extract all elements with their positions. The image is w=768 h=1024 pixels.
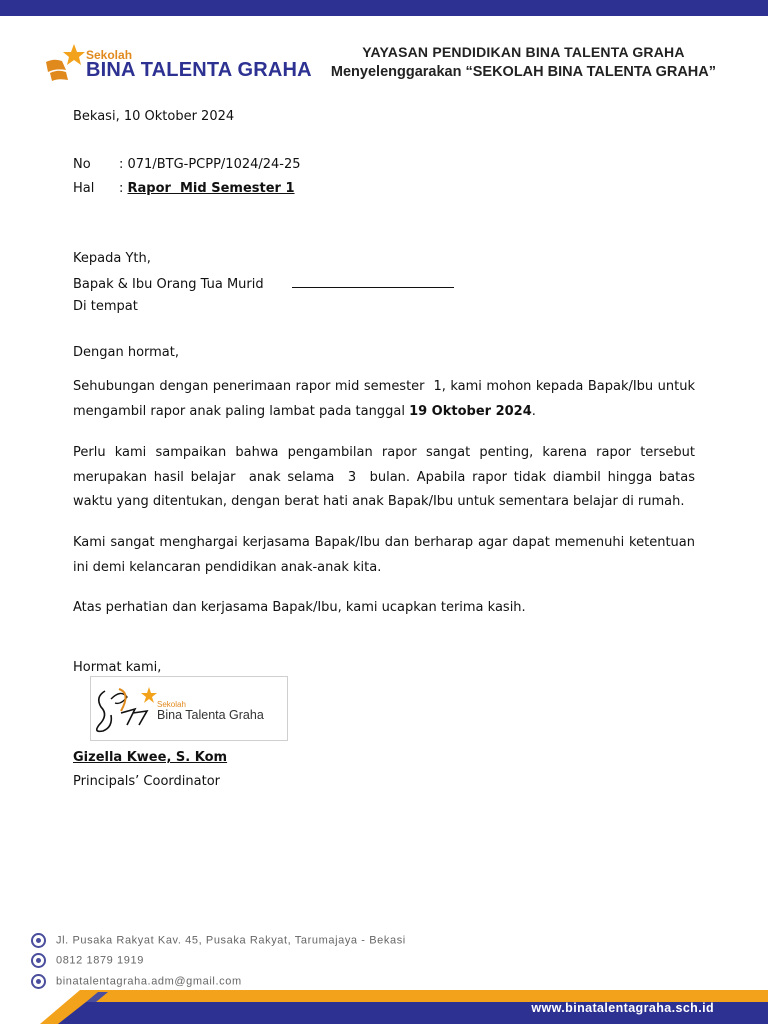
- number-value: : 071/BTG-PCPP/1024/24-25: [119, 157, 301, 172]
- email-text: binatalentagraha.adm@gmail.com: [56, 975, 242, 988]
- recipient-line-2: [73, 275, 454, 292]
- foundation-heading: [331, 44, 716, 80]
- footer-phone: [31, 953, 144, 968]
- email-icon: [31, 974, 46, 989]
- signer-title: Principals’ Coordinator: [73, 774, 220, 789]
- location-icon: [31, 933, 46, 948]
- address-text: Jl. Pusaka Rakyat Kav. 45, Pusaka Rakyat, Tarumajaya - Bekasi: [56, 934, 406, 947]
- logo-school-name: BINA TALENTA GRAHA: [86, 59, 312, 81]
- subject-value: Rapor Mid Semester 1: [127, 181, 295, 196]
- paragraph-3: Kami sangat menghargai kerjasama Bapak/Ibu dan berharap agar dapat memenuhi ketentuan ini demi kelancaran pendidikan anak-anak kita.: [73, 535, 695, 575]
- signature-logo-name: Bina Talenta Graha: [157, 708, 264, 722]
- foundation-subtitle: Menyelenggarakan “SEKOLAH BINA TALENTA GRAHA”: [330, 64, 716, 80]
- paragraph-4: Atas perhatian dan kerjasama Bapak/Ibu, kami ucapkan terima kasih.: [73, 600, 526, 615]
- phone-text: 0812 1879 1919: [56, 954, 144, 967]
- signature-stamp: [90, 676, 288, 741]
- subject-line: [73, 181, 295, 196]
- recipient-line-3: Di tempat: [73, 299, 138, 314]
- signer-name: Gizella Kwee, S. Kom: [73, 750, 228, 765]
- subject-label: Hal: [73, 181, 95, 196]
- recipient-line-1: Kepada Yth,: [73, 251, 151, 266]
- phone-icon: [31, 953, 46, 968]
- paragraph-1: [73, 375, 700, 424]
- school-logo: [44, 42, 314, 88]
- logo-small-text: Sekolah: [86, 48, 133, 62]
- paragraph-2: Perlu kami sampaikan bahwa pengambilan rapor sangat penting, karena rapor tersebut merupakan hasil belajar anak selama 3 bulan. Apabila rapor tidak diambil hingga batas waktu yang ditentukan, dengan berat hati anak Bapak/Ibu untuk sementara belajar di rumah.: [73, 445, 700, 509]
- recipient-parents: Bapak & Ibu Orang Tua Murid: [73, 277, 264, 292]
- website-url: www.binatalentagraha.sch.id: [531, 1001, 714, 1015]
- signature-scribble: [91, 679, 161, 739]
- paragraph-1-text: Sehubungan dengan penerimaan rapor mid semester 1, kami mohon kepada Bapak/Ibu untuk mengambil rapor anak paling lambat pada tanggal: [73, 379, 700, 419]
- star-logo-icon: [44, 42, 88, 82]
- reference-number: [73, 157, 301, 172]
- paragraph-1-end: .: [531, 403, 536, 419]
- foundation-name: YAYASAN PENDIDIKAN BINA TALENTA GRAHA: [362, 44, 685, 60]
- student-name-blank: [292, 275, 454, 288]
- footer-address: [31, 933, 406, 948]
- deadline-date: 19 Oktober 2024: [409, 403, 532, 419]
- footer-email: [31, 974, 242, 989]
- signature-logo-small: Sekolah: [157, 700, 186, 709]
- closing: Hormat kami,: [73, 660, 162, 675]
- greeting: Dengan hormat,: [73, 345, 180, 360]
- subject-colon: :: [119, 181, 128, 196]
- header-top-bar: [0, 0, 768, 16]
- number-label: No: [73, 157, 91, 172]
- place-date: Bekasi, 10 Oktober 2024: [73, 109, 235, 124]
